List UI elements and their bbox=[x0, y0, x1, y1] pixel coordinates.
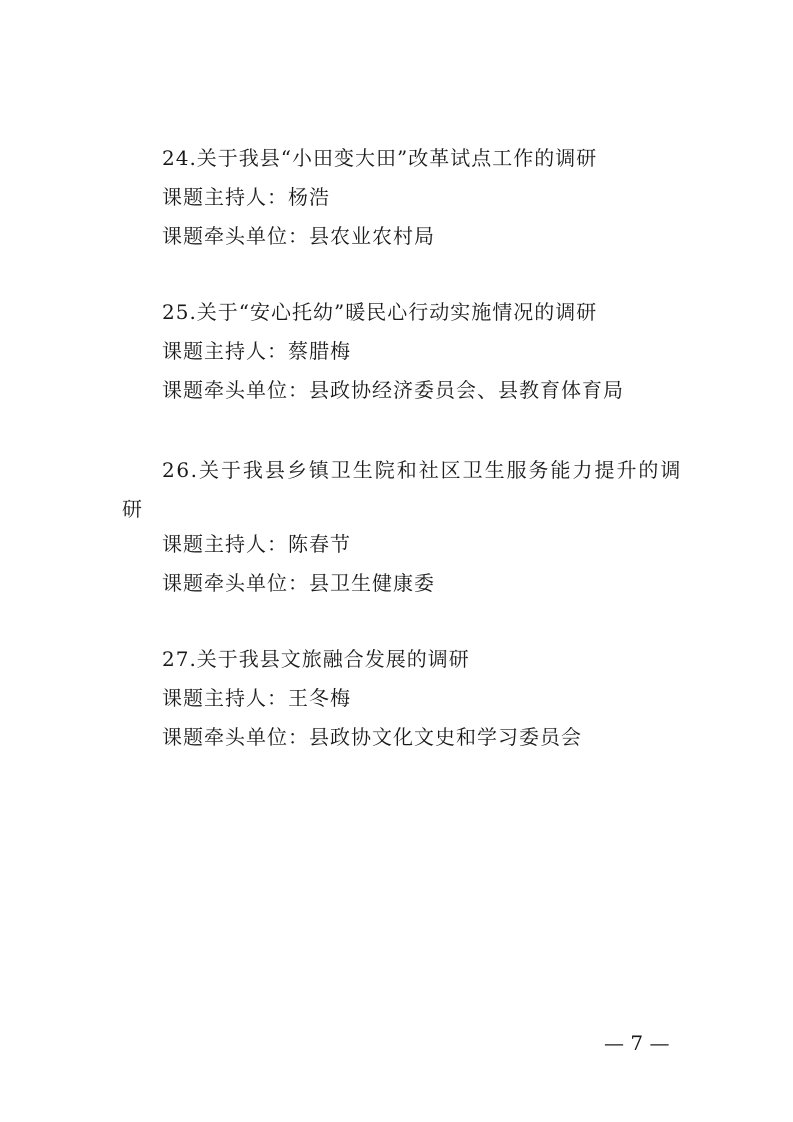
topic-host-25: 课题主持人：蔡腊梅 bbox=[162, 339, 351, 363]
topic-unit-25: 课题牵头单位：县政协经济委员会、县教育体育局 bbox=[162, 378, 624, 402]
topic-host-26: 课题主持人：陈春节 bbox=[162, 532, 351, 556]
topic-unit-26: 课题牵头单位：县卫生健康委 bbox=[162, 571, 435, 595]
topic-title-27: 27.关于我县文旅融合发展的调研 bbox=[162, 647, 470, 671]
topic-unit-24: 课题牵头单位：县农业农村局 bbox=[162, 224, 435, 248]
topic-title-24: 24.关于我县“小田变大田”改革试点工作的调研 bbox=[162, 146, 598, 170]
topic-title-25: 25.关于“安心托幼”暖民心行动实施情况的调研 bbox=[162, 300, 598, 324]
topic-unit-27: 课题牵头单位：县政协文化文史和学习委员会 bbox=[162, 725, 582, 749]
topic-host-27: 课题主持人：王冬梅 bbox=[162, 686, 351, 710]
page-number: — 7 — bbox=[604, 1031, 670, 1055]
topic-host-24: 课题主持人：杨浩 bbox=[162, 185, 330, 209]
topic-title-26: 26.关于我县乡镇卫生院和社区卫生服务能力提升的调研 bbox=[122, 458, 682, 521]
